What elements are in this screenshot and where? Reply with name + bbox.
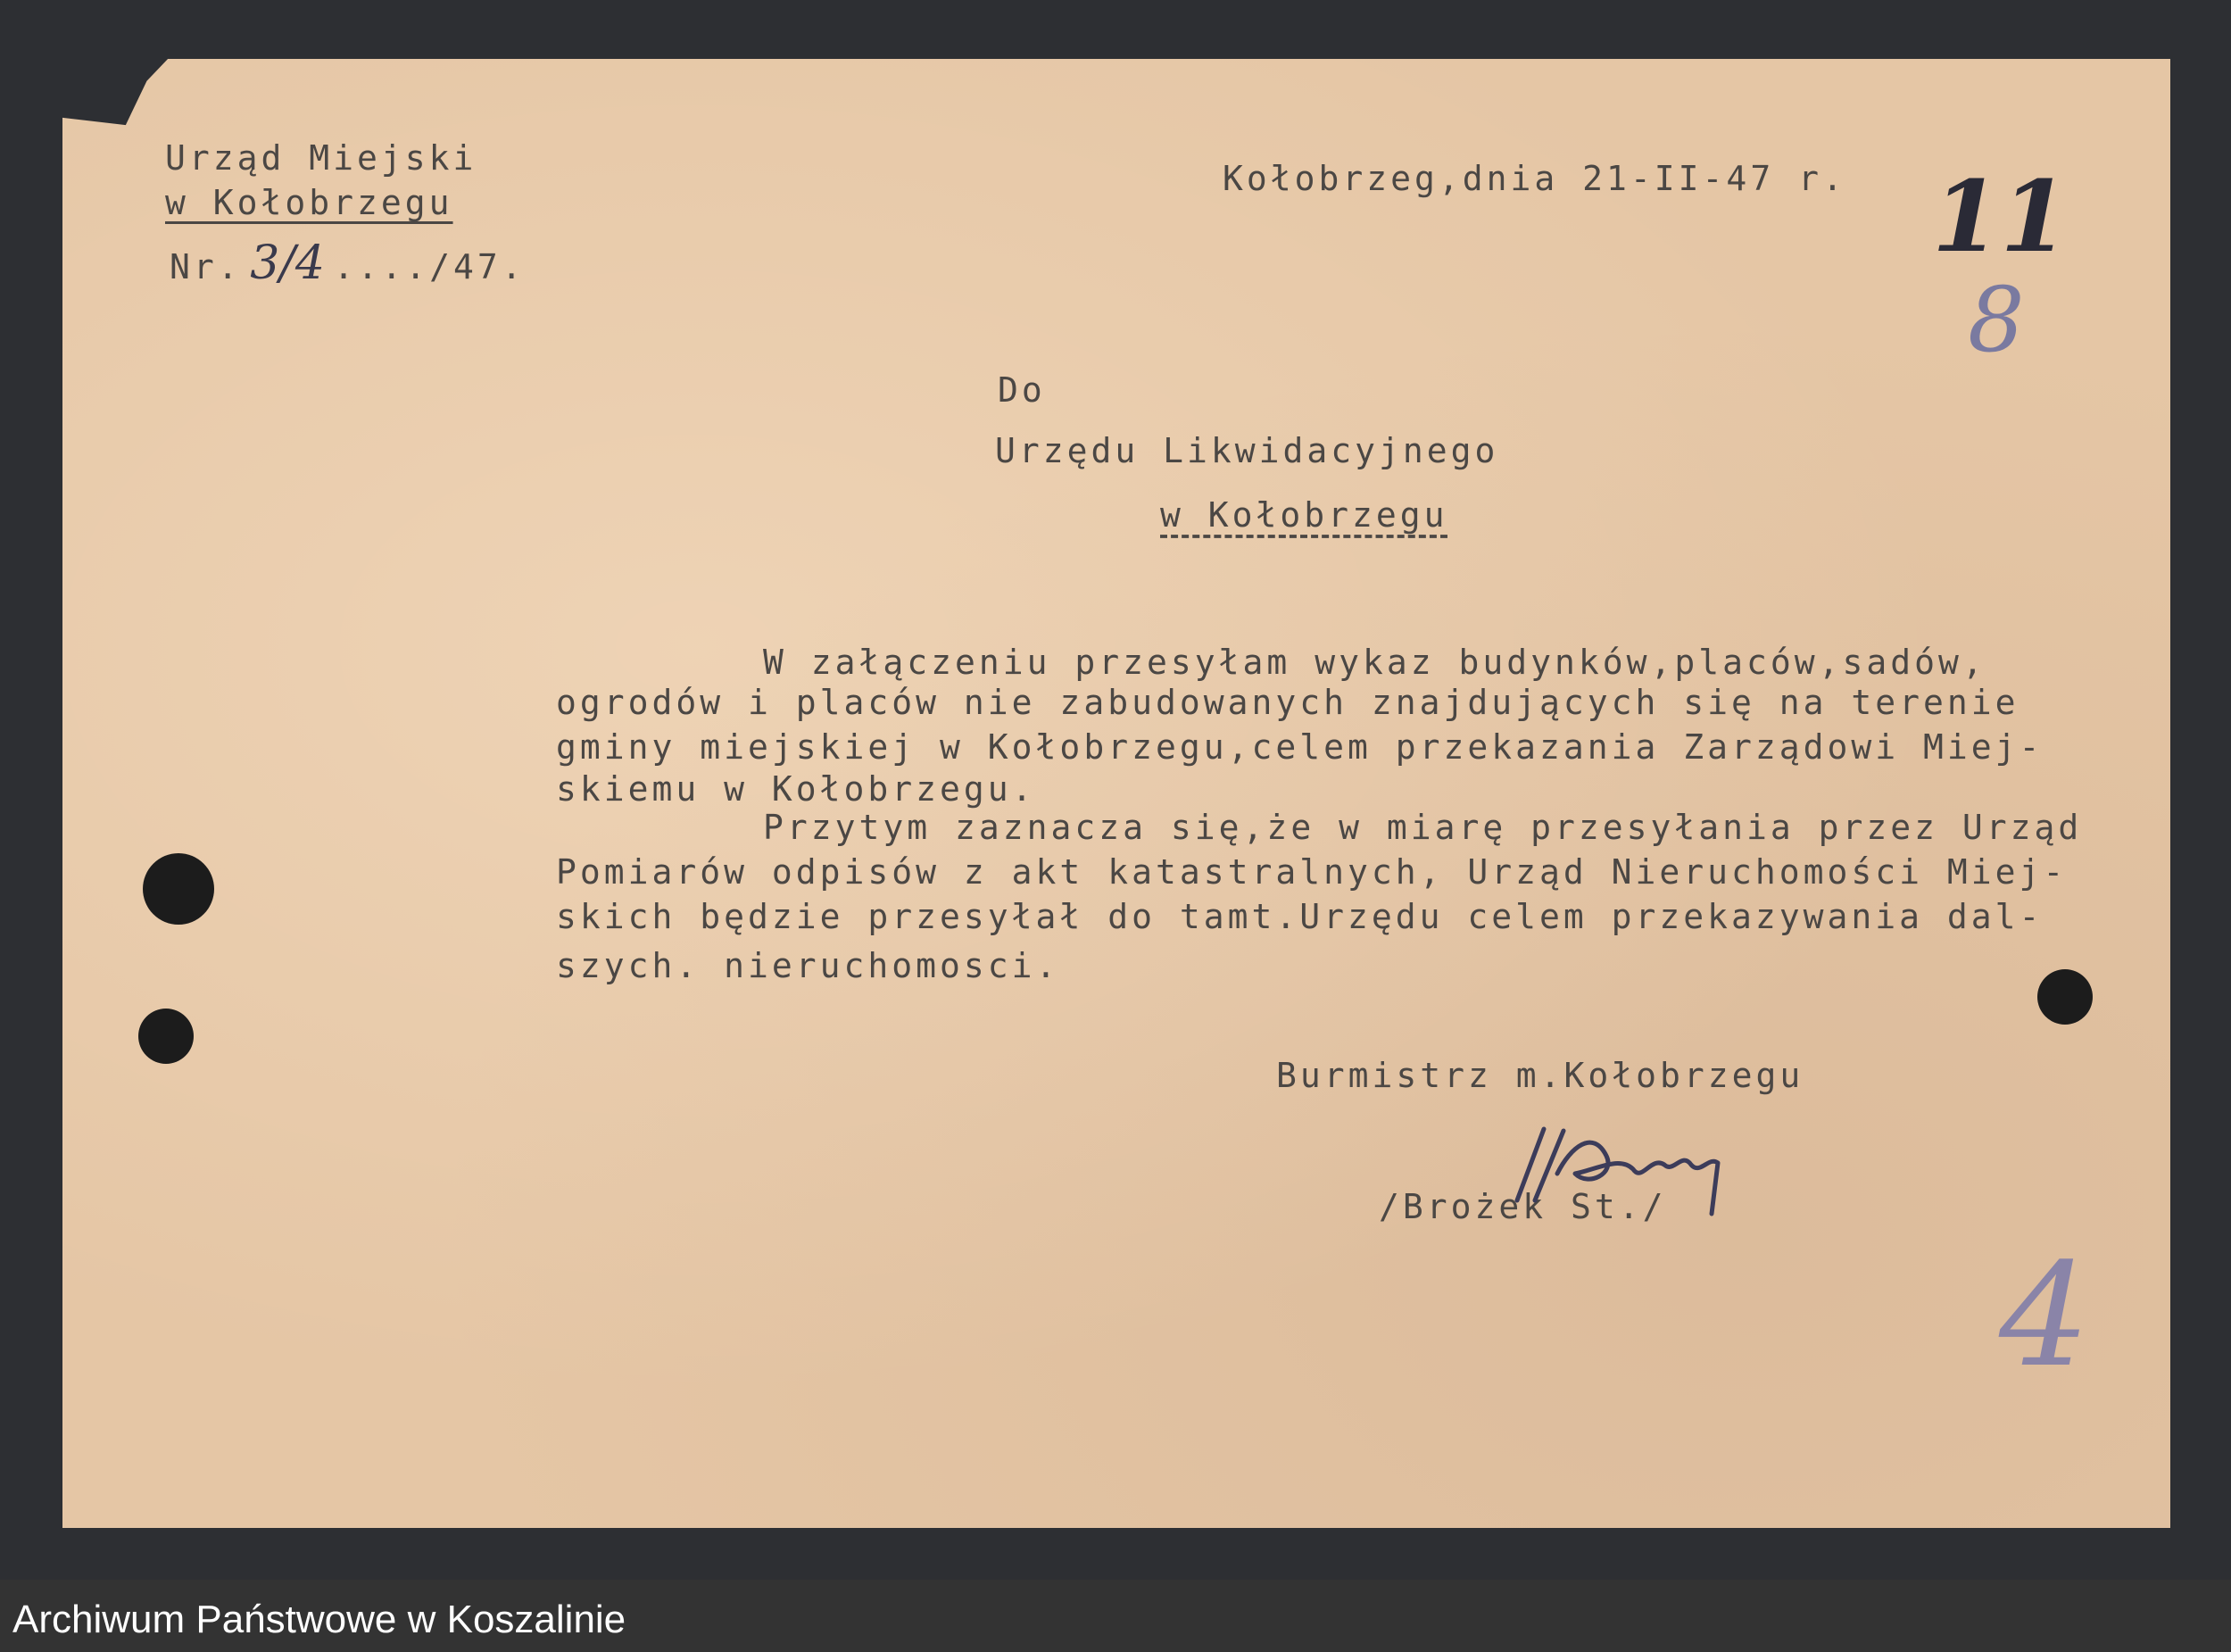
handwritten-mark-below: 8: [1968, 268, 2025, 372]
signature-title: Burmistrz m.Kołobrzegu: [1276, 1056, 1804, 1095]
body-line: gminy miejskiej w Kołobrzegu,celem przekazania Zarządowi Miej-: [556, 727, 2044, 767]
handwritten-mark-bottom: 4: [1999, 1232, 2090, 1399]
body-line: szych. nieruchomosci.: [556, 946, 1060, 985]
signature-name: /Brożek St./: [1379, 1187, 1667, 1226]
handwritten-signature: [1508, 1120, 1758, 1227]
reference-suffix: ..../47.: [333, 247, 526, 286]
body-line: W załączeniu przesyłam wykaz budynków,placów,sadów,: [763, 643, 1986, 682]
punch-hole: [138, 1009, 194, 1064]
reference-number: [170, 237, 526, 290]
archive-footer: Archiwum Państwowe w Koszalinie: [12, 1598, 626, 1641]
reference-handwritten: 3/4: [250, 237, 325, 290]
addressee-city: w Kołobrzegu: [1160, 495, 1448, 535]
addressee-to: Do: [998, 370, 1046, 410]
punch-hole: [143, 853, 214, 925]
body-line: Pomiarów odpisów z akt katastralnych, Urząd Nieruchomości Miej-: [556, 852, 2068, 892]
reference-prefix: Nr.: [170, 247, 242, 286]
addressee-office: Urzędu Likwidacyjnego: [995, 431, 1499, 470]
punch-hole: [2037, 969, 2093, 1025]
handwritten-mark-top: 11: [1932, 159, 2069, 274]
place-date: Kołobrzeg,dnia 21-II-47 r.: [1223, 159, 1846, 198]
body-line: skiemu w Kołobrzegu.: [556, 769, 1036, 809]
body-line: Przytym zaznacza się,że w miarę przesyłania przez Urząd: [763, 808, 2083, 847]
body-line: skich będzie przesyłał do tamt.Urzędu celem przekazywania dal-: [556, 897, 2044, 936]
letterhead-city: w Kołobrzegu: [165, 183, 453, 222]
body-line: ogrodów i placów nie zabudowanych znajdujących się na terenie: [556, 683, 2020, 722]
letterhead-office: Urząd Miejski: [165, 138, 477, 178]
